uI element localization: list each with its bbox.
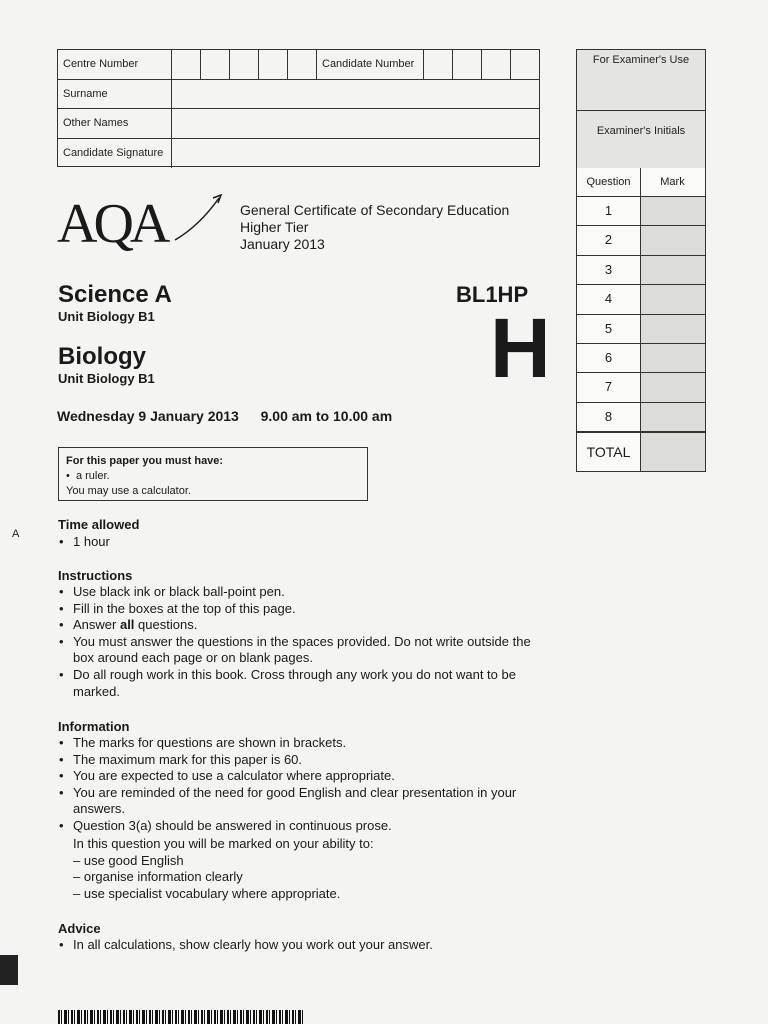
other-names-field[interactable] <box>171 109 539 138</box>
instructions-heading: Instructions <box>58 568 133 583</box>
centre-number-box-5[interactable] <box>287 50 288 79</box>
question-mark-header <box>577 168 705 196</box>
prose-criteria: In this question you will be marked on your ability to: – use good English – organise information clearly – use specialist vocabulary where appropriate. <box>73 836 374 901</box>
centre-number-row <box>58 50 539 80</box>
list-item: • The maximum mark for this paper is 60. <box>58 752 543 769</box>
other-names-label: Other Names <box>63 117 129 129</box>
list-item: • Use black ink or black ball-point pen. <box>58 584 538 601</box>
candidate-number-box-2[interactable] <box>452 50 453 79</box>
advice-heading: Advice <box>58 921 101 936</box>
centre-number-box-4[interactable] <box>258 50 259 79</box>
mark-col-label: Mark <box>660 176 685 188</box>
subject-block <box>58 281 172 324</box>
time-allowed-list <box>58 534 110 551</box>
centre-number-label: Centre Number <box>63 58 139 70</box>
surname-field[interactable] <box>171 80 539 109</box>
information-list <box>58 735 543 835</box>
tier-label: Higher Tier <box>240 219 309 235</box>
list-item: • 1 hour <box>58 534 110 551</box>
surname-row <box>58 80 539 110</box>
question-row-3: 3 <box>577 255 705 284</box>
question-row-2: 2 <box>577 225 705 254</box>
mark-cell[interactable] <box>640 373 705 401</box>
must-have-note: You may use a calculator. <box>66 485 191 497</box>
time-allowed-heading: Time allowed <box>58 517 140 532</box>
signature-row <box>58 139 539 169</box>
session-label: January 2013 <box>240 236 325 252</box>
list-item: • Do all rough work in this book. Cross through any work you do not want to be marked. <box>58 667 538 700</box>
subject2-title: Biology <box>58 343 146 370</box>
margin-mark: A <box>12 528 20 540</box>
subject-unit: Unit Biology B1 <box>58 309 155 324</box>
list-item: • Answer all questions. <box>58 617 538 634</box>
candidate-number-box-4[interactable] <box>510 50 511 79</box>
mark-cell[interactable] <box>640 197 705 225</box>
total-row <box>577 431 705 471</box>
list-item: • You are reminded of the need for good English and clear presentation in your answers. <box>58 785 543 818</box>
mark-cell[interactable] <box>640 285 705 313</box>
signature-field[interactable] <box>171 139 539 169</box>
centre-number-box-3[interactable] <box>229 50 230 79</box>
list-item: • You are expected to use a calculator where appropriate. <box>58 768 543 785</box>
examiner-initials-label: Examiner's Initials <box>596 125 686 137</box>
candidate-number-label: Candidate Number <box>322 58 415 70</box>
surname-label: Surname <box>63 87 108 100</box>
aqa-logo-mark <box>57 190 227 252</box>
candidate-number-box-1[interactable] <box>423 50 424 79</box>
candidate-number-box-3[interactable] <box>481 50 482 79</box>
mark-cell[interactable] <box>640 344 705 372</box>
question-col-label: Question <box>586 176 631 188</box>
list-item: • In all calculations, show clearly how you work out your answer. <box>58 937 433 954</box>
must-have-box <box>58 447 368 501</box>
question-row-8: 8 <box>577 402 705 431</box>
exam-date: Wednesday 9 January 2013 <box>57 408 239 424</box>
list-item: • The marks for questions are shown in brackets. <box>58 735 543 752</box>
mark-cell[interactable] <box>640 403 705 431</box>
paper-code: BL1HP <box>456 282 529 307</box>
examiner-use-label: For Examiner's Use <box>592 54 690 66</box>
list-item: • You must answer the questions in the spaces provided. Do not write outside the box around each page or on blank pages. <box>58 634 538 667</box>
signature-label: Candidate Signature <box>63 146 164 159</box>
mark-cell[interactable] <box>640 315 705 343</box>
exam-time: 9.00 am to 10.00 am <box>260 408 393 424</box>
other-names-row <box>58 109 539 139</box>
total-mark-cell[interactable] <box>640 433 705 471</box>
svg-text:AQA: AQA <box>57 193 167 252</box>
advice-list <box>58 937 433 954</box>
mark-cell[interactable] <box>640 226 705 254</box>
question-row-6: 6 <box>577 343 705 372</box>
subject-title: Science A <box>58 281 172 308</box>
examiner-use-panel <box>576 49 706 472</box>
centre-number-box-1[interactable] <box>171 50 172 79</box>
question-row-4: 4 <box>577 284 705 313</box>
must-have-heading: For this paper you must have: <box>66 455 224 467</box>
subject2-block <box>58 343 155 386</box>
qualification-title: General Certificate of Secondary Education <box>240 202 510 218</box>
must-have-item: • a ruler. <box>66 470 110 482</box>
centre-number-box-2[interactable] <box>200 50 201 79</box>
list-item: • Question 3(a) should be answered in continuous prose. <box>58 818 543 835</box>
exam-date-time <box>57 408 392 424</box>
candidate-details-table <box>57 49 540 167</box>
question-row-5: 5 <box>577 314 705 343</box>
list-item: • Fill in the boxes at the top of this page. <box>58 601 538 618</box>
barcode <box>58 1010 304 1024</box>
registration-mark <box>0 955 18 985</box>
subject2-unit: Unit Biology B1 <box>58 371 155 386</box>
total-label: TOTAL <box>586 444 631 461</box>
instructions-list <box>58 584 538 700</box>
mark-cell[interactable] <box>640 256 705 284</box>
question-row-1: 1 <box>577 196 705 225</box>
aqa-logo <box>57 190 227 257</box>
tier-letter: H <box>490 301 551 395</box>
information-heading: Information <box>58 719 130 734</box>
qualification-block <box>240 202 509 253</box>
question-row-7: 7 <box>577 372 705 401</box>
